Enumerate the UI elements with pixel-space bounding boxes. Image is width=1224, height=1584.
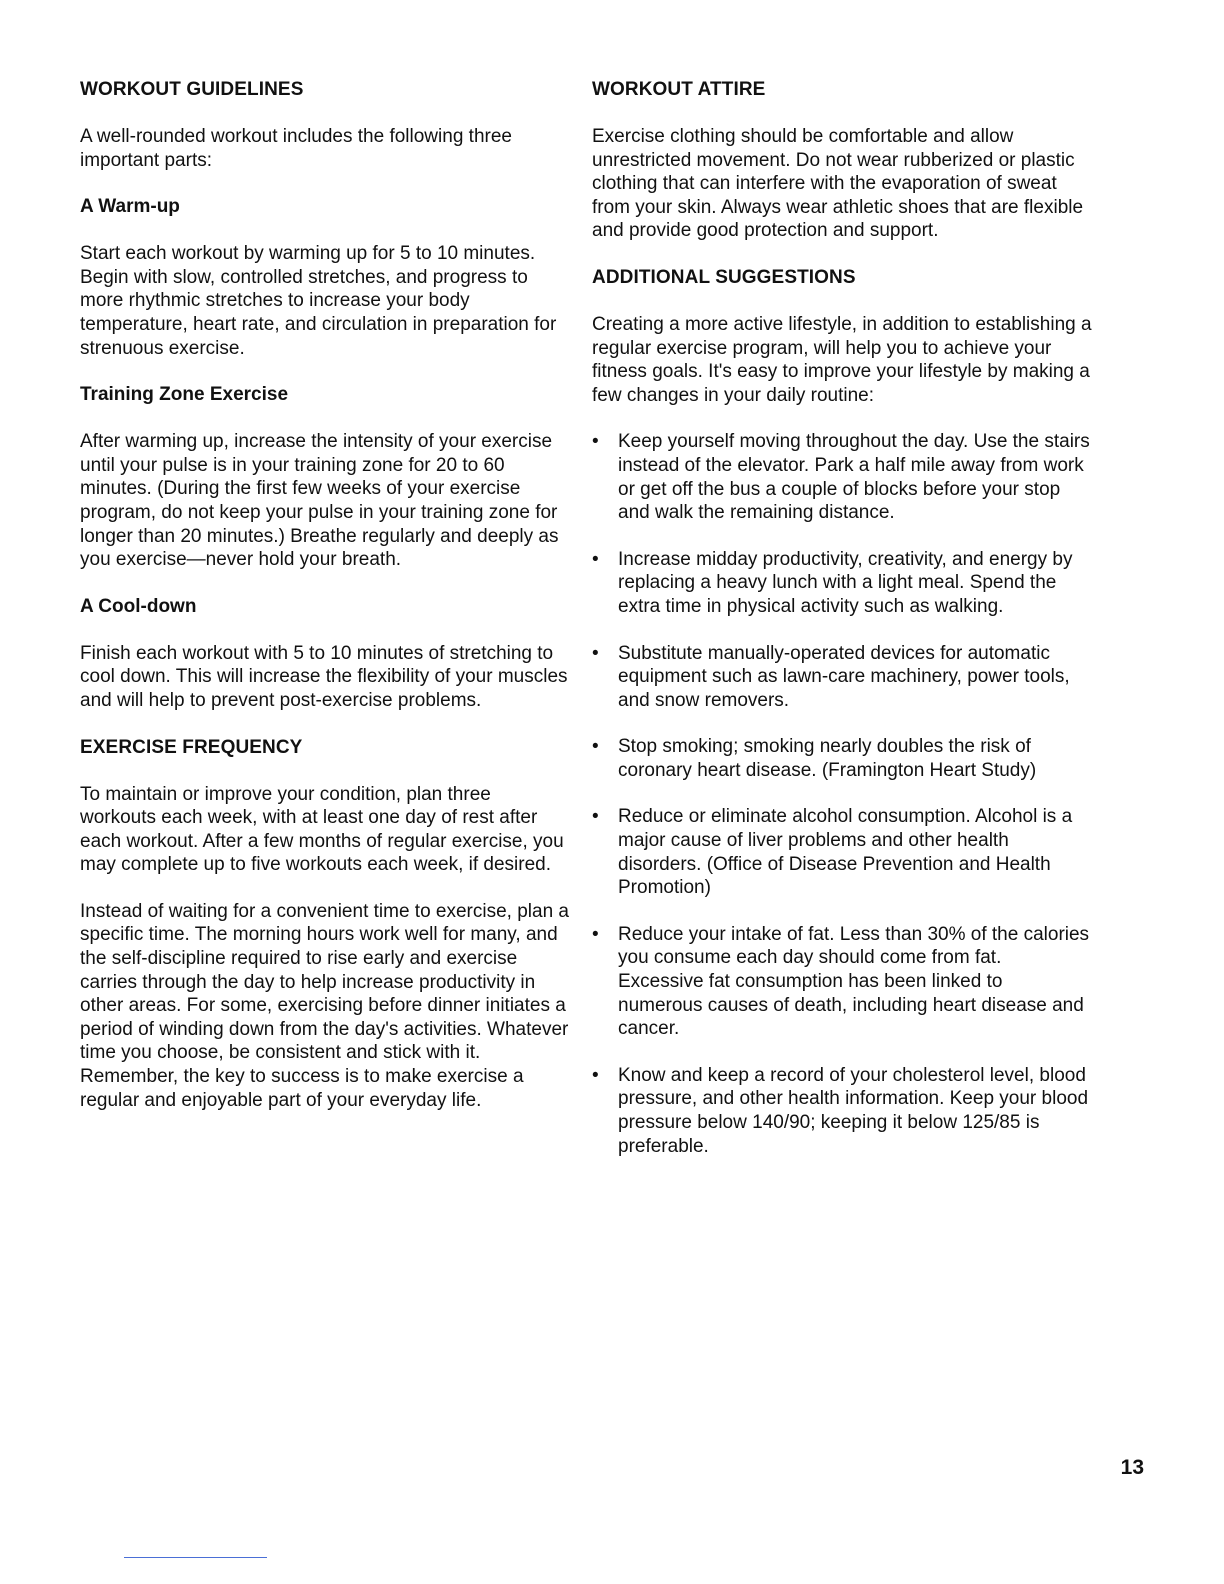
list-item-text: Substitute manually-operated devices for automatic equipment such as lawn-care machinery, power tools, and snow removers. — [618, 642, 1070, 711]
right-column — [592, 78, 1092, 1181]
bullet-icon: • — [592, 1064, 599, 1086]
list-item-text: Increase midday productivity, creativity, and energy by replacing a heavy lunch with a light meal. Spend the extra time in physical activity such as walking. — [618, 548, 1073, 617]
training-zone-heading: Training Zone Exercise — [80, 384, 289, 406]
list-item — [592, 430, 1092, 524]
cooldown-heading: A Cool-down — [80, 595, 197, 617]
list-item — [592, 1064, 1092, 1158]
exercise-frequency-text-2: Instead of waiting for a convenient time to exercise, plan a specific time. The morning hours work well for many, and the self-discipline required to rise early and exercise carries through the day to help increase productivity in other areas. For some, exercising before dinner initiates a period of winding down from the day's activities. Whatever time you choose, be consistent and stick with it. Remember, the key to success is to make exercise a regular and enjoyable part of your everyday life. — [80, 900, 569, 1111]
bullet-icon: • — [592, 736, 599, 758]
list-item — [592, 923, 1092, 1041]
workout-guidelines-heading: WORKOUT GUIDELINES — [80, 79, 304, 100]
left-column — [80, 78, 570, 1112]
list-item-text: Reduce your intake of fat. Less than 30% of the calories you consume each day should come from fat. Excessive fat consumption has been linked to numerous causes of death, including heart disease and cancer. — [618, 923, 1090, 1040]
list-item-text: Know and keep a record of your cholesterol level, blood pressure, and other health information. Keep your blood pressure below 140/90; keeping it below 125/85 is preferable. — [618, 1064, 1089, 1157]
bullet-icon: • — [592, 548, 599, 570]
list-item — [592, 642, 1092, 713]
bullet-icon: • — [592, 642, 599, 664]
list-item-text: Keep yourself moving throughout the day. Use the stairs instead of the elevator. Park a half mile away from work or get off the bus a couple of blocks before your stop and walk the remaining distance. — [618, 431, 1090, 524]
warmup-text: Start each workout by warming up for 5 to 10 minutes. Begin with slow, controlled stretches, and progress to more rhythmic stretches to increase your body temperature, heart rate, and circulation in preparation for strenuous exercise. — [80, 243, 557, 359]
bullet-icon: • — [592, 431, 599, 453]
list-item-text: Stop smoking; smoking nearly doubles the risk of coronary heart disease. (Framington Heart Study) — [618, 736, 1037, 781]
list-item — [592, 805, 1092, 899]
warmup-heading: A Warm-up — [80, 196, 180, 218]
list-item-text: Reduce or eliminate alcohol consumption. Alcohol is a major cause of liver problems and other health disorders. (Office of Disease Prevention and Health Promotion) — [618, 806, 1073, 899]
workout-attire-heading: WORKOUT ATTIRE — [592, 79, 766, 100]
footer-rule — [124, 1557, 267, 1558]
suggestions-list — [592, 430, 1092, 1158]
exercise-frequency-heading: EXERCISE FREQUENCY — [80, 736, 303, 758]
bullet-icon: • — [592, 923, 599, 945]
additional-suggestions-heading: ADDITIONAL SUGGESTIONS — [592, 266, 856, 288]
additional-suggestions-intro: Creating a more active lifestyle, in addition to establishing a regular exercise program, will help you to achieve your fitness goals. It's easy to improve your lifestyle by making a few changes in your daily routine: — [592, 313, 1092, 406]
workout-guidelines-intro: A well-rounded workout includes the following three important parts: — [80, 126, 512, 171]
cooldown-text: Finish each workout with 5 to 10 minutes of stretching to cool down. This will increase the flexibility of your muscles and will help to prevent post-exercise problems. — [80, 642, 568, 711]
exercise-frequency-text-1: To maintain or improve your condition, plan three workouts each week, with at least one day of rest after each workout. After a few months of regular exercise, you may complete up to five workouts each week, if desired. — [80, 783, 564, 876]
training-zone-text: After warming up, increase the intensity of your exercise until your pulse is in your training zone for 20 to 60 minutes. (During the first few weeks of your exercise program, do not keep your pulse in your training zone for longer than 20 minutes.) Breathe regularly and deeply as you exercise—never hold your breath. — [80, 431, 559, 571]
bullet-icon: • — [592, 806, 599, 828]
list-item — [592, 735, 1092, 782]
page-number: 13 — [1120, 1456, 1144, 1479]
workout-attire-text: Exercise clothing should be comfortable and allow unrestricted movement. Do not wear rubberized or plastic clothing that can interfere with the evaporation of sweat from your skin. Always wear athletic shoes that are flexible and provide good protection and support. — [592, 126, 1084, 242]
list-item — [592, 548, 1092, 619]
